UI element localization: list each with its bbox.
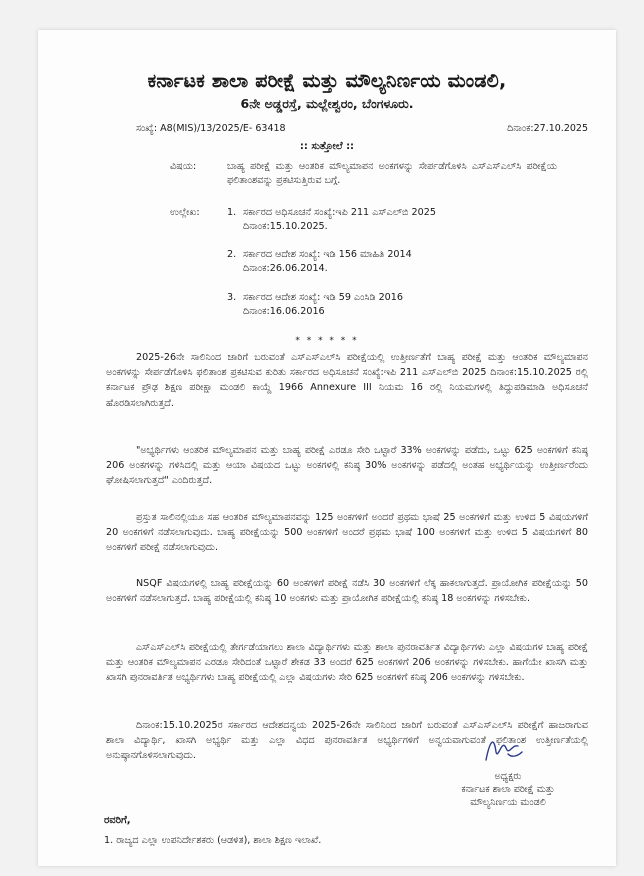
reference-date: ದಿನಾಂಕ:15.10.2025. bbox=[243, 221, 328, 232]
reference-line: ಸರ್ಕಾರದ ಆದೇಶ ಸಂಖ್ಯೆ: ಇಡಿ 59 ಎಂಸಿಡಿ 2016 bbox=[243, 292, 403, 303]
reference-line: ಸರ್ಕಾರದ ಅಧಿಸೂಚನೆ ಸಂಖ್ಯೆ:ಇಪಿ 211 ಎಸ್‌ಎಲ್‌ಬಿ 2025 bbox=[243, 207, 436, 218]
reference-number: ಸಂಖ್ಯೆ: A8(MIS)/13/2025/E- 63418 bbox=[136, 123, 286, 134]
circular-document bbox=[38, 30, 616, 866]
reference-num: 1. bbox=[227, 207, 237, 218]
subject-label: ವಿಷಯ: bbox=[170, 161, 197, 172]
reference-date: ದಿನಾಂಕ:16.06.2016 bbox=[243, 306, 325, 317]
signatory-block bbox=[438, 770, 578, 809]
body-paragraph: ಎಸ್‌ಎಸ್‌ಎಲ್‌ಸಿ ಪರೀಕ್ಷೆಯಲ್ಲಿ ತೇರ್ಗಡೆಯಾಗಲು ಶಾಲಾ ವಿದ್ಯಾರ್ಥಿಗಳು ಮತ್ತು ಶಾಲಾ ಪುನರಾವರ್ತಿತ ವಿದ್ಯಾರ್ಥಿಗಳು ಎಲ್ಲಾ ವಿಷಯಗಳ ಬಾಹ್ಯ ಪರೀಕ್ಷೆ ಮತ್ತು ಆಂತರಿಕ ಮೌಲ್ಯಮಾಪನ ಎರಡೂ ಸೇರಿದಂತೆ ಒಟ್ಟಾರೆ ಶೇಕಡ 33 ಅಂದರೆ 625 ಅಂಕಗಳಿಗೆ 206 ಅಂಕಗಳನ್ನು ಗಳಿಸಬೇಕು. ಹಾಗೆಯೇ ಖಾಸಗಿ ಮತ್ತು ಖಾಸಗಿ ಪುನರಾವರ್ತಿತ ಅಭ್ಯರ್ಥಿಗಳು ಬಾಹ್ಯ ಪರೀಕ್ಷೆಯಲ್ಲಿ ಎಲ್ಲಾ ವಿಷಯಗಳು ಸೇರಿ 625 ಅಂಕಗಳಿಗೆ ಕನಿಷ್ಠ 206 ಅಂಕಗಳನ್ನು ಗಳಿಸಬೇಕು. bbox=[106, 642, 588, 684]
reference-item bbox=[227, 291, 572, 319]
reference-num: 2. bbox=[227, 249, 237, 260]
subject-text: ಬಾಹ್ಯ ಪರೀಕ್ಷೆ ಮತ್ತು ಆಂತರಿಕ ಮೌಲ್ಯಮಾಪನ ಅಂಕಗಳನ್ನು ಸೇರ್ಪಡೆಗೊಳಿಸಿ ಎಸ್‌ಎಸ್‌ಎಲ್‌ಸಿ ಪರೀಕ್ಷೆಯ ಫಲಿತಾಂಶವನ್ನು ಪ್ರಕಟಿಸುತ್ತಿರುವ ಬಗ್ಗೆ. bbox=[227, 161, 557, 186]
reference-line: ಸರ್ಕಾರದ ಆದೇಶ ಸಂಖ್ಯೆ: ಇಡಿ 156 ಮಾಹಿತಿ 2014 bbox=[243, 249, 412, 260]
recipients-label: ರವರಿಗೆ, bbox=[104, 815, 131, 826]
body-paragraph: 2025-26ನೇ ಸಾಲಿನಿಂದ ಜಾರಿಗೆ ಬರುವಂತೆ ಎಸ್‌ಎಸ್‌ಎಲ್‌ಸಿ ಪರೀಕ್ಷೆಯಲ್ಲಿ ಉತ್ತೀರ್ಣತೆಗೆ ಬಾಹ್ಯ ಪರೀಕ್ಷೆ ಮತ್ತು ಆಂತರಿಕ ಮೌಲ್ಯಮಾಪನ ಅಂಕಗಳನ್ನು ಸೇರ್ಪಡೆಗೊಳಿಸಿ ಫಲಿತಾಂಶ ಪ್ರಕಟಿಸುವ ಕುರಿತು ಸರ್ಕಾರದ ಅಧಿಸೂಚನೆ ಸಂಖ್ಯೆ:ಇಪಿ 211 ಎಸ್‌ಎಲ್‌ಬಿ 2025 ದಿನಾಂಕ:15.10.2025 ರಲ್ಲಿ ಕರ್ನಾಟಕ ಪ್ರೌಢ ಶಿಕ್ಷಣ ಪರೀಕ್ಷಾ ಮಂಡಲಿ ಕಾಯ್ದೆ 1966 Annexure III ನಿಯಮ 16 ರಲ್ಲಿ ನಿಯಮಗಳಲ್ಲಿ ತಿದ್ದುಪಡಿಮಾಡಿ ಅಧಿಸೂಚನೆ ಹೊರಡಿಸಲಾಗಿರುತ್ತದೆ. bbox=[106, 352, 588, 409]
signatory-designation: ಅಧ್ಯಕ್ಷರು bbox=[494, 771, 522, 782]
separator: * * * * * * bbox=[295, 336, 359, 346]
circular-date: ದಿನಾಂಕ:27.10.2025 bbox=[507, 123, 588, 134]
reference-item bbox=[227, 206, 572, 234]
references-label: ಉಲ್ಲೇಖ: bbox=[170, 207, 200, 218]
signatory-org-line2: ಮೌಲ್ಯನಿರ್ಣಯ ಮಂಡಲಿ bbox=[470, 797, 546, 808]
body-paragraph: ದಿನಾಂಕ:15.10.2025ರ ಸರ್ಕಾರದ ಆದೇಶದನ್ವಯ 2025-26ನೇ ಸಾಲಿನಿಂದ ಜಾರಿಗೆ ಬರುವಂತೆ ಎಸ್‌ಎಸ್‌ಎಲ್‌ಸಿ ಪರೀಕ್ಷೆಗೆ ಹಾಜರಾಗುವ ಶಾಲಾ ವಿದ್ಯಾರ್ಥಿ, ಖಾಸಗಿ ಅಭ್ಯರ್ಥಿ ಮತ್ತು ಎಲ್ಲಾ ವಿಧದ ಪುನರಾವರ್ತಿತ ಅಭ್ಯರ್ಥಿಗಳಿಗೆ ಅನ್ವಯವಾಗುವಂತೆ ಫಲಿತಾಂಶ ಉತ್ತೀರ್ಣತೆಯಲ್ಲಿ ಅನುಷ್ಠಾನಗೊಳಿಸಲಾಗುವುದು. bbox=[106, 720, 588, 762]
reference-item bbox=[227, 248, 572, 276]
reference-num: 3. bbox=[227, 292, 237, 303]
signatory-org-line1: ಕರ್ನಾಟಕ ಶಾಲಾ ಪರೀಕ್ಷೆ ಮತ್ತು bbox=[461, 784, 555, 795]
signature-mark bbox=[478, 730, 528, 768]
reference-date: ದಿನಾಂಕ:26.06.2014. bbox=[243, 263, 328, 274]
body-paragraph: ಪ್ರಸ್ತುತ ಸಾಲಿನಲ್ಲಿಯೂ ಸಹ ಆಂತರಿಕ ಮೌಲ್ಯಮಾಪನವನ್ನು 125 ಅಂಕಗಳಿಗೆ ಅಂದರೆ ಪ್ರಥಮ ಭಾಷೆ 25 ಅಂಕಗಳಿಗೆ ಮತ್ತು ಉಳಿದ 5 ವಿಷಯಗಳಿಗೆ 20 ಅಂಕಗಳಿಗೆ ನಡೆಸಲಾಗುವುದು. ಬಾಹ್ಯ ಪರೀಕ್ಷೆಯನ್ನು 500 ಅಂಕಗಳಿಗೆ ಅಂದರೆ ಪ್ರಥಮ ಭಾಷೆ 100 ಅಂಕಗಳಿಗೆ ಮತ್ತು ಉಳಿದ 5 ವಿಷಯಗಳಿಗೆ 80 ಅಂಕಗಳಿಗೆ ಪರೀಕ್ಷೆ ನಡೆಸಲಾಗುವುದು. bbox=[106, 512, 588, 554]
recipient-item: 1. ರಾಜ್ಯದ ಎಲ್ಲಾ ಉಪನಿರ್ದೇಶಕರು (ಆಡಳಿತ), ಶಾಲಾ ಶಿಕ್ಷಣ ಇಲಾಖೆ. bbox=[104, 835, 322, 846]
body-paragraph: "ಅಭ್ಯರ್ಥಿಗಳು ಆಂತರಿಕ ಮೌಲ್ಯಮಾಪನ ಮತ್ತು ಬಾಹ್ಯ ಪರೀಕ್ಷೆ ಎರಡೂ ಸೇರಿ ಒಟ್ಟಾರೆ 33% ಅಂಕಗಳನ್ನು ಪಡೆದು, ಒಟ್ಟು 625 ಅಂಕಗಳಿಗೆ ಕನಿಷ್ಠ 206 ಅಂಕಗಳನ್ನು ಗಳಿಸಿದಲ್ಲಿ ಮತ್ತು ಆಯಾ ವಿಷಯದ ಒಟ್ಟು ಅಂಕಗಳಲ್ಲಿ ಕನಿಷ್ಠ 30% ಅಂಕಗಳನ್ನು ಪಡೆದಲ್ಲಿ ಅಂತಹ ಅಭ್ಯರ್ಥಿಯನ್ನು ಉತ್ತೀರ್ಣರೆಂದು ಘೋಷಿಸಲಾಗುತ್ತದೆ" ಎಂದಿರುತ್ತದೆ. bbox=[106, 445, 588, 487]
body-paragraph: NSQF ವಿಷಯಗಳಲ್ಲಿ ಬಾಹ್ಯ ಪರೀಕ್ಷೆಯನ್ನು 60 ಅಂಕಗಳಿಗೆ ಪರೀಕ್ಷೆ ನಡೆಸಿ 30 ಅಂಕಗಳಿಗೆ ಲೆಕ್ಕ ಹಾಕಲಾಗುತ್ತದೆ. ಪ್ರಾಯೋಗಿಕ ಪರೀಕ್ಷೆಯನ್ನು 50 ಅಂಕಗಳಿಗೆ ನಡೆಸಲಾಗುತ್ತದೆ. ಬಾಹ್ಯ ಪರೀಕ್ಷೆಯಲ್ಲಿ ಕನಿಷ್ಠ 10 ಅಂಕಗಳು ಮತ್ತು ಪ್ರಾಯೋಗಿಕ ಪರೀಕ್ಷೆಯಲ್ಲಿ ಕನಿಷ್ಠ 18 ಅಂಕಗಳನ್ನು ಗಳಿಸಬೇಕು. bbox=[106, 578, 588, 605]
board-address: 6ನೇ ಅಡ್ಡರಸ್ತೆ, ಮಲ್ಲೇಶ್ವರಂ, ಬೆಂಗಳೂರು. bbox=[240, 96, 414, 111]
circular-heading: :: ಸುತ್ತೋಲೆ :: bbox=[299, 141, 355, 152]
board-title: ಕರ್ನಾಟಕ ಶಾಲಾ ಪರೀಕ್ಷೆ ಮತ್ತು ಮೌಲ್ಯನಿರ್ಣಯ ಮಂಡಲಿ, bbox=[147, 70, 507, 92]
